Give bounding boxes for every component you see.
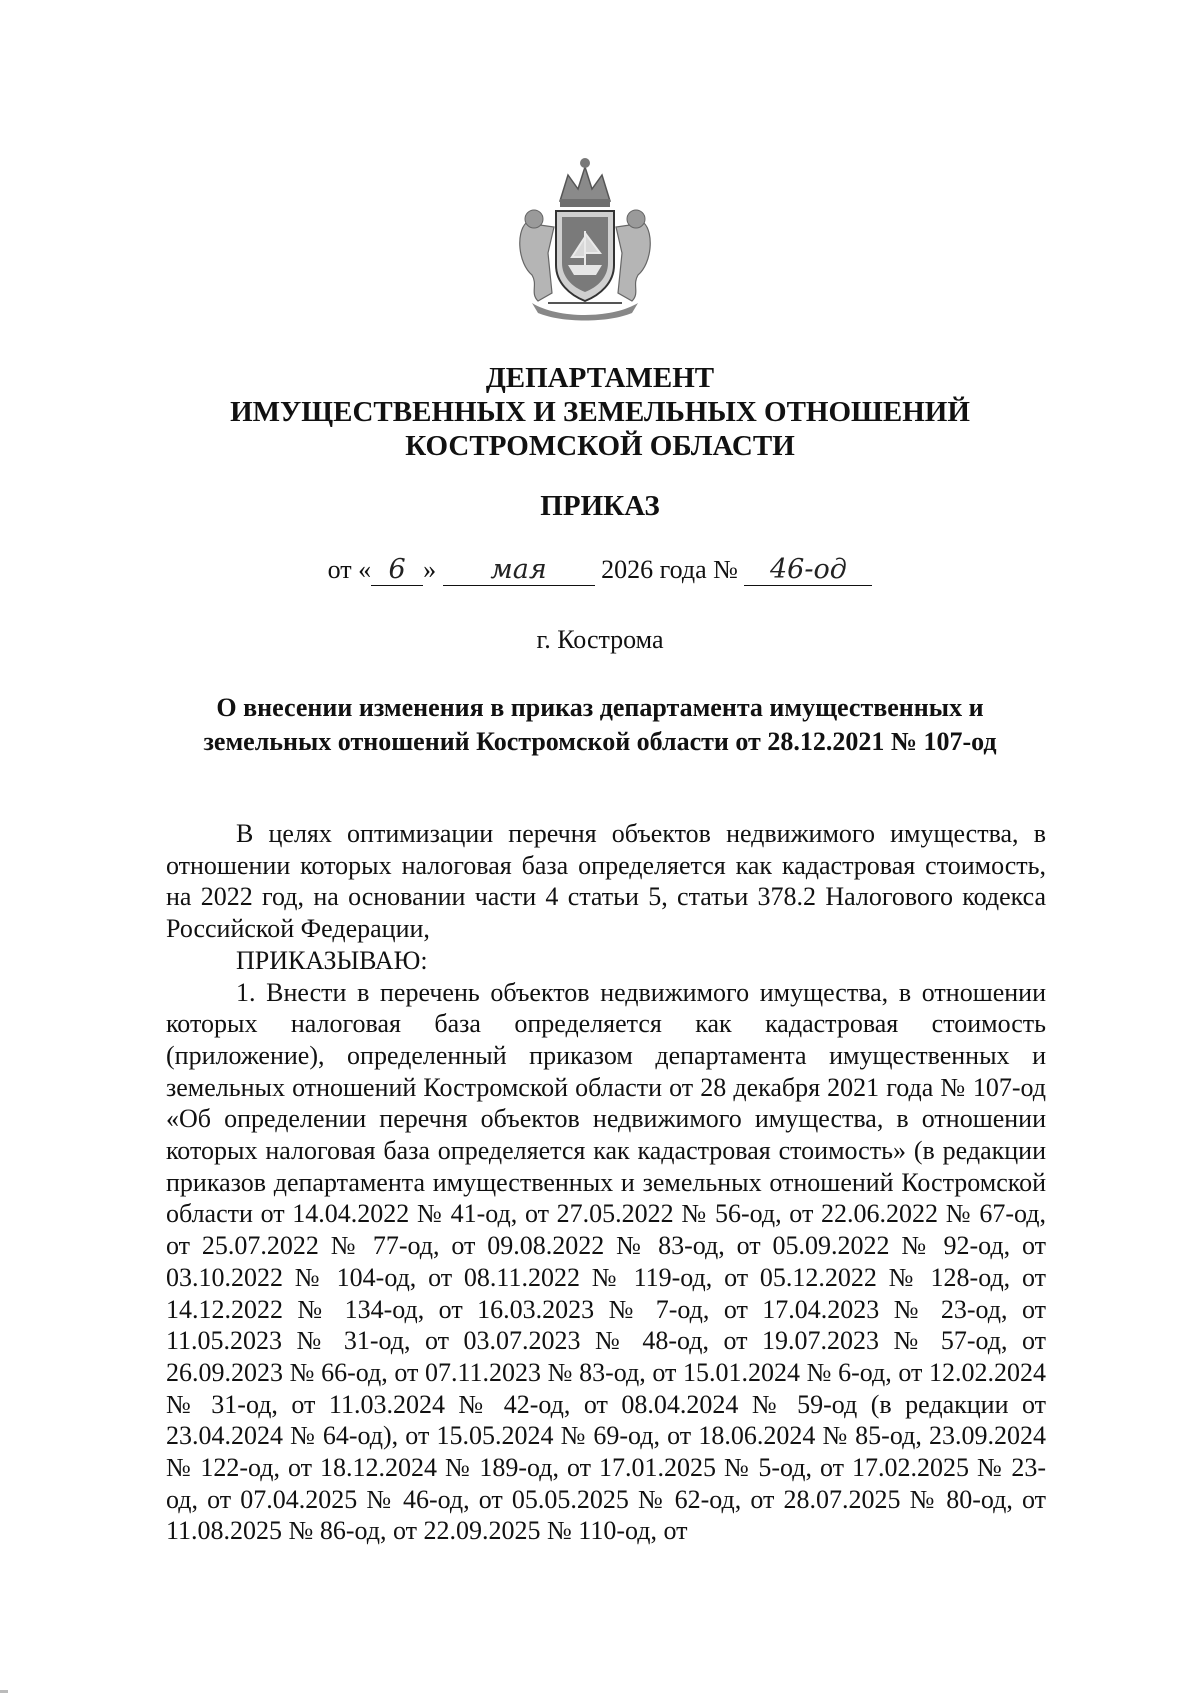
department-line-1: ДЕПАРТАМЕНТ bbox=[485, 362, 715, 394]
handwritten-month: мая bbox=[443, 555, 595, 586]
preamble-paragraph: В целях оптимизации перечня объектов недвижимого имущества, в отношении которых налоговая база определяется как кадастровая стоимость, на 2022 год, на основании части 4 статьи 5, статьи 378.2 Налогового кодекса Российской Федерации, bbox=[166, 819, 1046, 944]
city: г. Кострома bbox=[536, 625, 664, 654]
department-header bbox=[0, 361, 1200, 463]
day-suffix: » bbox=[423, 555, 437, 584]
handwritten-number: 46-од bbox=[744, 555, 872, 586]
subject-line-1: О внесении изменения в приказ департамента имущественных и bbox=[216, 693, 984, 722]
order-word: ПРИКАЗЫВАЮ: bbox=[236, 945, 428, 975]
order-subject bbox=[0, 691, 1200, 759]
date-prefix: от « bbox=[327, 555, 372, 584]
coat-of-arms-icon bbox=[508, 153, 662, 323]
subject-line-2: земельных отношений Костромской области от 28.12.2021 № 107-од bbox=[203, 727, 997, 756]
item-1-paragraph: 1. Внести в перечень объектов недвижимого имущества, в отношении которых налоговая база определяется как кадастровая стоимость (приложение), определенный приказом департамента имущественных и земельных отношений Костромской области от 28 декабря 2021 года № 107-од «Об определении перечня объектов недвижимого имущества, в отношении которых налоговая база определяется как кадастровая стоимость» (в редакции приказов департамента имущественных и земельных отношений Костромской области от 14.04.2022 № 41-од, от 27.05.2022 № 56-од, от 22.06.2022 № 67-од, от 25.07.2022 № 77-од, от 09.08.2022 № 83-од, от 05.09.2022 № 92-од, от 03.10.2022 № 104-од, от 08.11.2022 № 119-од, от 05.12.2022 № 128-од, от 14.12.2022 № 134-од, от 16.03.2023 № 7-од, от 17.04.2023 № 23-од, от 11.05.2023 № 31-од, от 03.07.2023 № 48-од, от 19.07.2023 № 57-од, от 26.09.2023 № 66-од, от 07.11.2023 № 83-од, от 15.01.2024 № 6-од, от 12.02.2024 № 31-од, от 11.03.2024 № 42-од, от 08.04.2024 № 59-од (в редакции от 23.04.2024 № 64-од), от 15.05.2024 № 69-од, от 18.06.2024 № 85-од, 23.09.2024 № 122-од, от 18.12.2024 № 189-од, от 17.01.2025 № 5-од, от 17.02.2025 № 23-од, от 07.04.2025 № 46-од, от 05.05.2025 № 62-од, от 28.07.2025 № 80-од, от 11.08.2025 № 86-од, от 22.09.2025 № 110-од, от bbox=[166, 977, 1046, 1546]
scan-artifact bbox=[0, 1690, 8, 1693]
department-line-2: ИМУЩЕСТВЕННЫХ И ЗЕМЕЛЬНЫХ ОТНОШЕНИЙ bbox=[230, 396, 970, 428]
order-title: ПРИКАЗ bbox=[540, 490, 660, 522]
year-text: 2026 года № bbox=[601, 555, 738, 584]
order-date-line bbox=[0, 555, 1200, 586]
department-line-3: КОСТРОМСКОЙ ОБЛАСТИ bbox=[405, 430, 795, 462]
order-body bbox=[166, 818, 1046, 1547]
handwritten-day: 6 bbox=[371, 555, 423, 586]
